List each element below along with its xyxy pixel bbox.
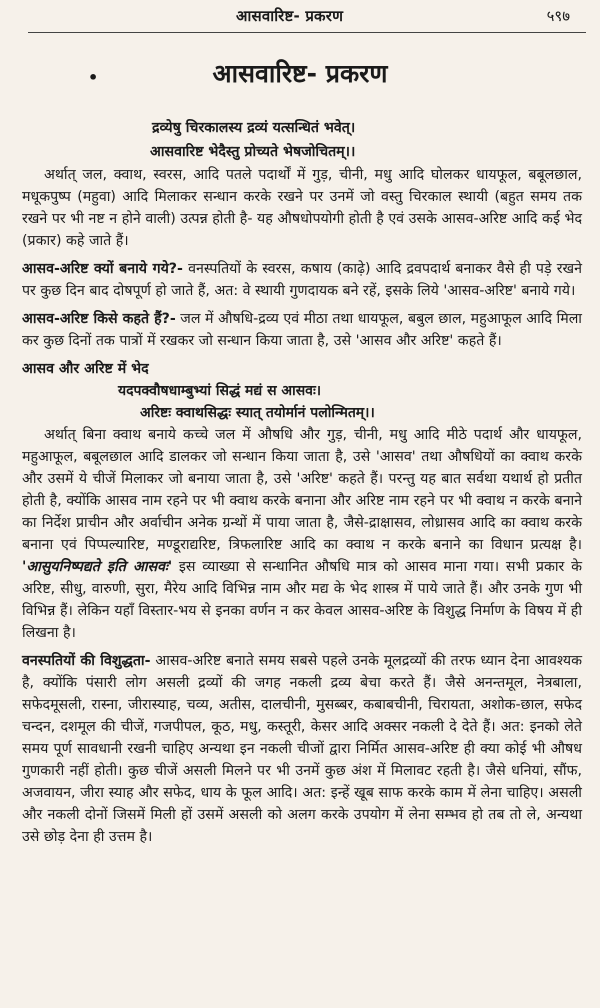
paragraph-2-text: वनस्पतियों के स्वरस, कषाय (काढ़े) आदि द्रवपदार्थ बनाकर वैसे ही पड़े रखने पर कुछ दिन बाद दोषपूर्ण हो जाते हैं, अत: वे स्थायी गुणदायक बने रहें, इसके लिये 'आसव-अरिष्ट' बनाये गये।	[22, 261, 582, 299]
bullet-mark: •	[88, 68, 99, 87]
section-subheading: आसव और अरिष्ट में भेद	[22, 361, 149, 377]
paragraph-3	[22, 308, 582, 352]
paragraph-4-quote: 'आसुयनिष्पद्यते इति आसवः'	[22, 559, 173, 575]
paragraph-5-heading: वनस्पतियों की विशुद्धता-	[22, 653, 151, 669]
paragraph-4-text-b: इस व्याख्या से सन्धानित औषधि मात्र को आसव माना गया। सभी प्रकार के अरिष्ट, सीधु, वारुणी, सुरा, मैरेय आदि विभिन्न नाम और मद्य के भेद शास्त्र में पाये जाते हैं। और उनके गुण भी विभिन्न हैं। लेकिन यहाँ विस्तार-भय से इनका वर्णन न कर केवल आसव-अरिष्ट के विशुद्ध निर्माण के विषय में ही लिखना है।	[22, 559, 582, 641]
verse-1-line-2: आसवारिष्ट भेदैस्तु प्रोच्यते भेषजोचितम्।।	[150, 144, 356, 160]
running-head	[0, 6, 600, 28]
paragraph-5-text: आसव-अरिष्ट बनाते समय सबसे पहले उनके मूलद्रव्यों की तरफ ध्यान देना आवश्यक है, क्योंकि पंसारी लोग असली द्रव्यों की जगह नकली द्रव्य बेचा करते हैं। जैसे अनन्तमूल, नेत्रबाला, सफेदमूसली, रास्ना, जीरास्याह, चव्य, अतीस, दालचीनी, मुसब्बर, कबाबचीनी, चिरायता, अशोक-छाल, सफेद चन्दन, दशमूल की चीजें, गजपीपल, कूठ, मधु, कस्तूरी, केसर आदि अक्सर नकली दे देते हैं। अत: इनको लेते समय पूर्ण सावधानी रखनी चाहिए अन्यथा इन नकली चीजों द्वारा निर्मित आसव-अरिष्ट ही क्या कोई भी औषध गुणकारी नहीं होती। कुछ चीजें असली मिलने पर भी उनमें कुछ अंश में मिलावट रहती है। जैसे धनियां, सौंफ, अजवायन, जीरा स्याह और सफेद, धाय के फूल आदि। अत: इन्हें खूब साफ करके काम में लेना चाहिए। असली और नकली दोनों जिसमें मिली हों उसमें असली को अलग करके उपयोग में लेना सम्भव हो तब तो ले, अन्यथा उसे छोड़ देना ही उत्तम है।	[22, 653, 582, 845]
paragraph-3-text: जल में औषधि-द्रव्य एवं मीठा तथा धायफूल, बबुल छाल, महुआफूल आदि मिला कर कुछ दिनों तक पात्रों में रखकर जो सन्धान किया जाता है, उसे 'आसव और अरिष्ट' कहते हैं।	[22, 311, 582, 349]
paragraph-4	[22, 424, 582, 644]
page-number: ५९७	[546, 7, 570, 25]
chapter-title: आसवारिष्ट- प्रकरण	[212, 59, 388, 88]
paragraph-2-heading: आसव-अरिष्ट क्यों बनाये गये?-	[22, 261, 183, 277]
running-head-title: आसवारिष्ट- प्रकरण	[236, 7, 344, 25]
paragraph-3-heading: आसव-अरिष्ट किसे कहते हैं?-	[22, 311, 176, 327]
header-rule	[28, 32, 586, 33]
paragraph-1: अर्थात् जल, क्वाथ, स्वरस, आदि पतले पदार्थों में गुड़, चीनी, मधु आदि घोलकर धायफूल, बबूलछाल, मधूकपुष्प (महुवा) आदि मिलाकर सन्धान करके रखने पर उनमें जो वस्तु चिरकाल स्थायी (बहुत समय तक रखने पर भी नष्ट न होने वाली) उत्पन्न होती है- यह औषधोपयोगी होती है एवं उसके आसव-अरिष्ट आदि कई भेद (प्रकार) कहे जाते हैं।	[22, 167, 582, 249]
page-body	[22, 116, 582, 848]
verse-2-line-2: अरिष्टः क्वाथसिद्धः स्यात् तयोर्मानं पलोन्मितम्।।	[140, 405, 375, 421]
verse-2-line-1: यदपक्वौषधाम्बुभ्यां सिद्धं मद्यं स आसवः।	[118, 383, 322, 399]
verse-1-line-1: द्रव्येषु चिरकालस्य द्रव्यं यत्सन्धितं भवेत्।	[152, 120, 356, 136]
paragraph-5	[22, 650, 582, 848]
paragraph-4-text-a: अर्थात् बिना क्वाथ बनाये कच्चे जल में औषधि और गुड़, चीनी, मधु आदि मीठे पदार्थ और धायफूल, महुआफूल, बबूलछाल आदि डालकर जो सन्धान किया जाता है, उसे 'आसव' तथा औषधियों का क्वाथ करके और उसमें ये चीजें मिलाकर जो बनाया जाता है, उसे 'अरिष्ट' कहते हैं। परन्तु यह बात सर्वथा यथार्थ हो प्रतीत होती है, क्योंकि आसव नाम रहने पर भी क्वाथ करके बनाना और अरिष्ट नाम रहने पर भी क्वाथ न करके बनाने का निर्देश प्राचीन और अर्वाचीन अनेक ग्रन्थों में पाया जाता है, जैसे-द्राक्षासव, लोध्रासव आदि का क्वाथ करके बनाना एवं पिप्पल्यारिष्ट, मण्डूराद्यरिष्ट, त्रिफलारिष्ट आदि का क्वाथ न करके बनाने का विधान प्रत्यक्ष है।	[22, 427, 582, 553]
paragraph-2	[22, 258, 582, 302]
